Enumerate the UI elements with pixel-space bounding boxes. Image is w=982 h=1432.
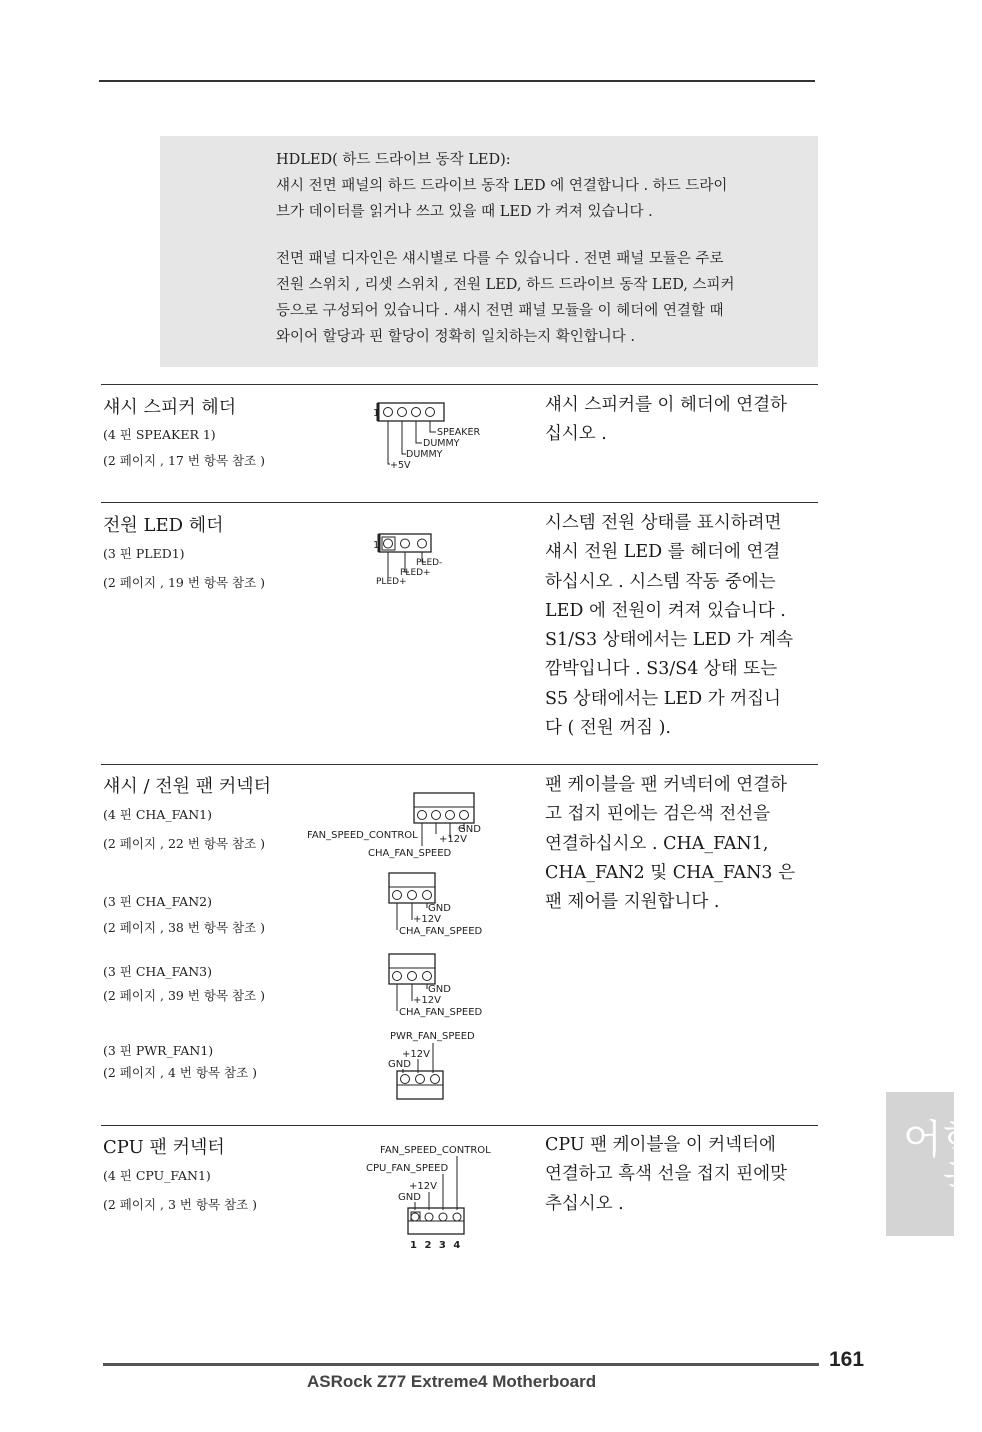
cha-fan2-page-ref: (2 페이지 , 38 번 항목 참조 ) [103,920,265,935]
pled-pin-info: (3 핀 PLED1) [103,546,185,561]
pled-plus-label: PLED+ [376,577,407,587]
dummy-pin-label: DUMMY [423,438,460,449]
gnd-label: GND [428,903,451,914]
pled-description [545,509,820,743]
cpu-fan-speed-label: CPU_FAN_SPEED [366,1163,449,1174]
cha-fan2-diagram [385,870,495,938]
speaker-pin-info: (4 핀 SPEAKER 1) [103,427,216,442]
cpu-fan-page-ref: (2 페이지 , 3 번 항목 참조 ) [103,1197,258,1212]
cha-fan1-pin-info: (4 핀 CHA_FAN1) [103,807,212,822]
desc-line: 고 접지 핀에는 검은색 전선을 [545,804,771,825]
footer-rule [103,1363,819,1366]
note-line: HDLED( 하드 드라이브 동작 LED): [276,152,511,168]
pwr-fan1-page-ref: (2 페이지 , 4 번 항목 참조 ) [103,1065,258,1080]
language-tab-label: 한국어 [896,1118,982,1198]
gnd-label: GND [428,984,451,995]
note-line: 브가 데이터를 읽거나 쓰고 있을 때 LED 가 켜져 있습니다 . [276,204,653,220]
cha-fan1-page-ref: (2 페이지 , 22 번 항목 참조 ) [103,836,265,851]
pled-page-ref: (2 페이지 , 19 번 항목 참조 ) [103,575,265,590]
dummy-pin-label: DUMMY [406,449,443,460]
hdled-note-box [160,136,818,367]
desc-line: 팬 제어를 지원합니다 . [545,892,720,913]
speaker-pin-label: SPEAKER [437,427,481,438]
cha-fan3-diagram [385,951,495,1019]
cpu-fan-title: CPU 팬 커넥터 [103,1137,225,1158]
gnd-label: GND [388,1059,411,1070]
desc-line: CHA_FAN2 및 CHA_FAN3 은 [545,862,795,883]
desc-line: S5 상태에서는 LED 가 꺼집니 [545,688,781,709]
pled-minus-label: PLED- [416,558,443,568]
desc-line: 연결하십시오 . CHA_FAN1, [545,833,769,854]
desc-line: 하십시오 . 시스템 작동 중에는 [545,571,776,592]
note-line: 섀시 전면 패널의 하드 드라이브 동작 LED 에 연결합니다 . 하드 드라이 [276,178,728,194]
pled-plus-label: PLED+ [400,568,431,578]
desc-line: 십시오 . [545,424,607,445]
note-line: 전면 패널 디자인은 섀시별로 다를 수 있습니다 . 전면 패널 모듈은 주로 [276,251,724,267]
page-number: 161 [829,1348,865,1371]
cpu-fan-diagram [362,1140,502,1250]
cha-fan2-pin-info: (3 핀 CHA_FAN2) [103,894,212,909]
desc-line: 섀시 전원 LED 를 헤더에 연결 [545,542,781,563]
cha-fan-speed-label: CHA_FAN_SPEED [399,926,483,937]
gnd-label: GND [458,824,481,835]
cpu-fan-pin-info: (4 핀 CPU_FAN1) [103,1168,211,1183]
pwr-fan1-pin-info: (3 핀 PWR_FAN1) [103,1043,214,1058]
cha-fan-speed-label: CHA_FAN_SPEED [368,848,452,859]
pled-header-title: 전원 LED 헤더 [103,515,224,536]
top-rule [99,80,815,82]
desc-line: 섀시 스피커를 이 헤더에 연결하 [545,395,788,415]
note-line: 전원 스위치 , 리셋 스위치 , 전원 LED, 하드 드라이브 동작 LED, 스피커 [276,277,735,293]
fan-speed-control-label: FAN_SPEED_CONTROL [307,830,418,841]
speaker-header-title: 섀시 스피커 헤더 [103,397,237,418]
12v-label: +12V [413,995,441,1006]
footer-product-name: ASRock Z77 Extreme4 Motherboard [307,1372,597,1391]
pled-header-diagram [370,530,470,588]
5v-pin-label: +5V [390,460,411,471]
desc-line: 시스템 전원 상태를 표시하려면 [545,513,782,533]
desc-line: LED 에 전원이 켜져 있습니다 . [545,600,786,621]
12v-label: +12V [439,834,467,845]
pwr-fan1-diagram [385,1027,495,1103]
note-line: 와이어 할당과 핀 할당이 정확히 일치하는지 확인합니다 . [276,329,636,345]
desc-line: 다 ( 전원 꺼짐 ). [545,718,671,739]
desc-line: 깜박입니다 . S3/S4 상태 또는 [545,659,778,680]
speaker-description [545,391,820,450]
desc-line: CPU 팬 케이블을 이 커넥터에 [545,1135,776,1155]
section-divider [101,502,818,503]
desc-line: 추십시오 . [545,1193,624,1214]
pin1-marker: 1 [373,408,380,419]
cha-fan3-page-ref: (2 페이지 , 39 번 항목 참조 ) [103,988,265,1003]
12v-label: +12V [409,1181,437,1192]
cha-fan-speed-label: CHA_FAN_SPEED [399,1007,483,1018]
pin-numbers: 1 2 3 4 [410,1240,463,1251]
cha-fan1-diagram [305,790,505,860]
chassis-fan-description [545,771,820,917]
language-side-tab [886,1092,982,1236]
desc-line: 연결하고 흑색 선을 접지 핀에맞 [545,1164,788,1185]
speaker-page-ref: (2 페이지 , 17 번 항목 참조 ) [103,453,265,468]
desc-line: 팬 케이블을 팬 커넥터에 연결하 [545,775,788,795]
pwr-fan-speed-label: PWR_FAN_SPEED [390,1031,475,1042]
section-divider [101,764,818,765]
12v-label: +12V [402,1049,430,1060]
cpu-fan-description [545,1131,820,1219]
fan-speed-control-label: FAN_SPEED_CONTROL [380,1145,491,1156]
cha-fan3-pin-info: (3 핀 CHA_FAN3) [103,964,212,979]
desc-line: S1/S3 상태에서는 LED 가 계속 [545,630,794,651]
12v-label: +12V [413,914,441,925]
speaker-header-diagram [370,398,490,472]
gnd-label: GND [398,1192,421,1203]
section-divider [101,1125,818,1126]
pin1-marker: 1 [373,540,380,551]
section-divider [101,384,818,385]
chassis-fan-title: 섀시 / 전원 팬 커넥터 [103,776,272,797]
note-line: 등으로 구성되어 있습니다 . 섀시 전면 패널 모듈을 이 헤더에 연결할 때 [276,303,724,319]
